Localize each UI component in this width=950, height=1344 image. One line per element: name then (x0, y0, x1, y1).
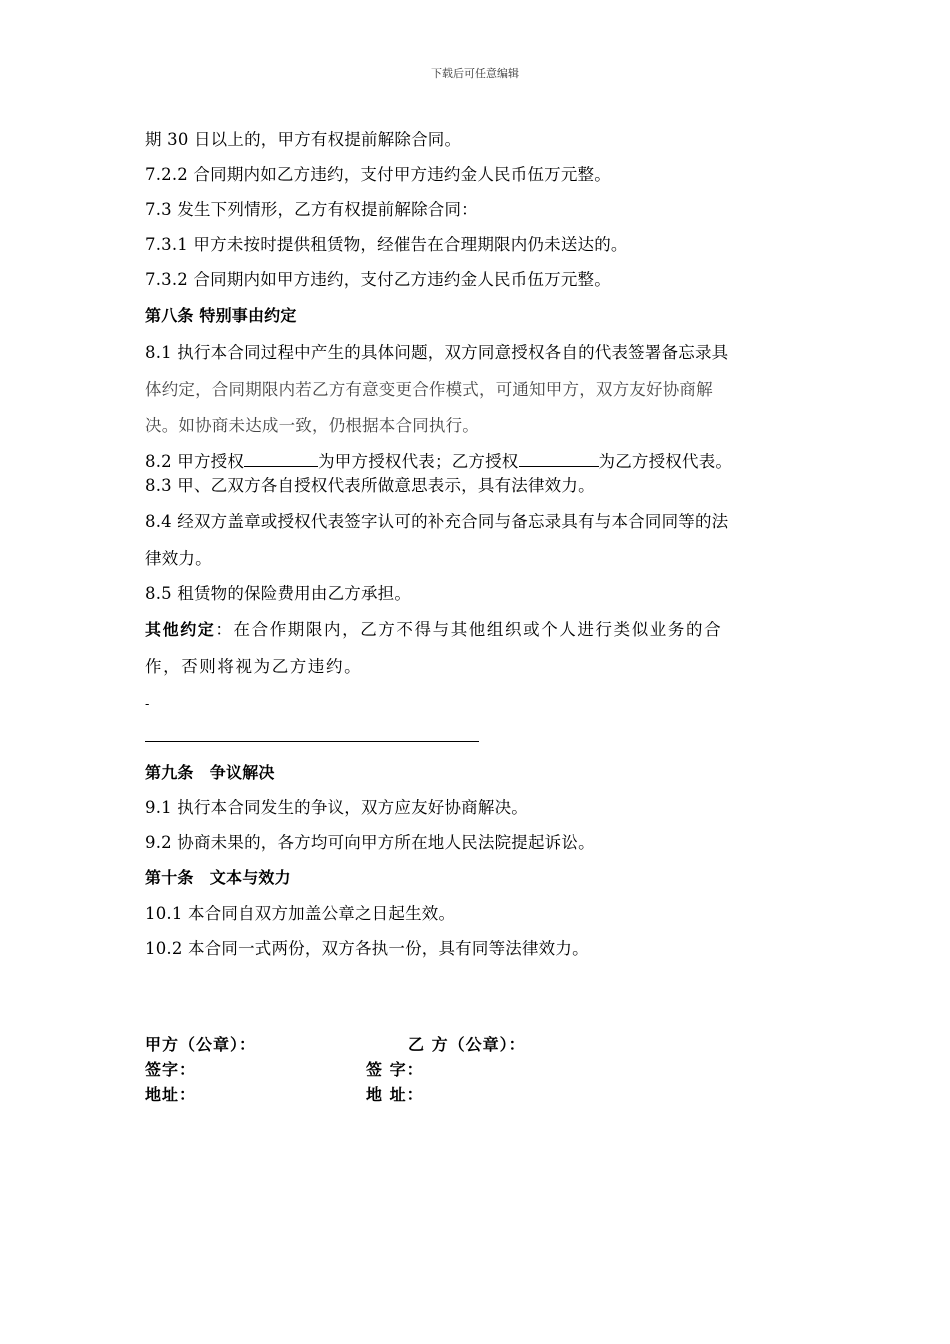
other-agreement-text: ：在合作期限内，乙方不得与其他组织或个人进行类似业务的合 (215, 620, 723, 639)
article-8-heading: 第八条 特别事由约定 (145, 306, 297, 325)
dash-mark: - (145, 697, 150, 712)
clause-9-1: 9.1 执行本合同发生的争议，双方应友好协商解决。 (145, 798, 528, 817)
clause-10-2: 10.2 本合同一式两份，双方各执一份，具有同等法律效力。 (145, 939, 589, 958)
clause-8-1-end: 决。如协商未达成一致，仍根据本合同执行。 (145, 416, 479, 435)
clause-8-1-cont: 体约定，合同期限内若乙方有意变更合作模式，可通知甲方，双方友好协商解 (145, 380, 713, 399)
clause-8-2-part-b: 为甲方授权代表；乙方授权 (318, 452, 519, 471)
party-b-sign: 签 字： (366, 1060, 424, 1079)
clause-7-2-2: 7.2.2 合同期内如乙方违约，支付甲方违约金人民币伍万元整。 (145, 165, 611, 184)
party-a-sign: 签字： (145, 1060, 197, 1079)
separator-line (145, 741, 479, 742)
clause-8-4: 8.4 经双方盖章或授权代表签字认可的补充合同与备忘录具有与本合同同等的法 (145, 512, 729, 531)
other-agreement-cont: 作，否则将视为乙方违约。 (145, 657, 363, 676)
blank-line-b (519, 451, 599, 467)
other-agreement-label: 其他约定 (145, 620, 216, 639)
party-b-seal: 乙 方（公章）： (408, 1035, 526, 1054)
party-a-seal: 甲方（公章）： (145, 1035, 257, 1054)
clause-7-3-1: 7.3.1 甲方未按时提供租赁物，经催告在合理期限内仍未送达的。 (145, 235, 628, 254)
clause-7-3: 7.3 发生下列情形，乙方有权提前解除合同： (145, 200, 478, 219)
clause-8-1: 8.1 执行本合同过程中产生的具体问题，双方同意授权各自的代表签署备忘录具 (145, 343, 729, 362)
clause-8-5: 8.5 租赁物的保险费用由乙方承担。 (145, 584, 412, 603)
party-a-address: 地址： (145, 1085, 197, 1104)
clause-9-2: 9.2 协商未果的，各方均可向甲方所在地人民法院提起诉讼。 (145, 833, 595, 852)
clause-10-1: 10.1 本合同自双方加盖公章之日起生效。 (145, 904, 456, 923)
blank-line-a (244, 451, 318, 467)
article-10-heading: 第十条 文本与效力 (145, 868, 291, 887)
clause-7-3-2: 7.3.2 合同期内如甲方违约，支付乙方违约金人民币伍万元整。 (145, 270, 611, 289)
clause-8-2-part-a: 8.2 甲方授权 (145, 452, 245, 471)
party-b-address: 地 址： (366, 1085, 424, 1104)
clause-8-2 (145, 448, 732, 472)
clause-text: 期 30 日以上的，甲方有权提前解除合同。 (145, 130, 462, 149)
clause-8-4-cont: 律效力。 (145, 549, 212, 568)
clause-8-2-part-c: 为乙方授权代表。 (598, 452, 733, 471)
clause-8-3: 8.3 甲、乙双方各自授权代表所做意思表示，具有法律效力。 (145, 476, 595, 495)
article-9-heading: 第九条 争议解决 (145, 763, 275, 782)
other-agreement (145, 616, 722, 640)
page-header: 下载后可任意编辑 (431, 67, 519, 80)
